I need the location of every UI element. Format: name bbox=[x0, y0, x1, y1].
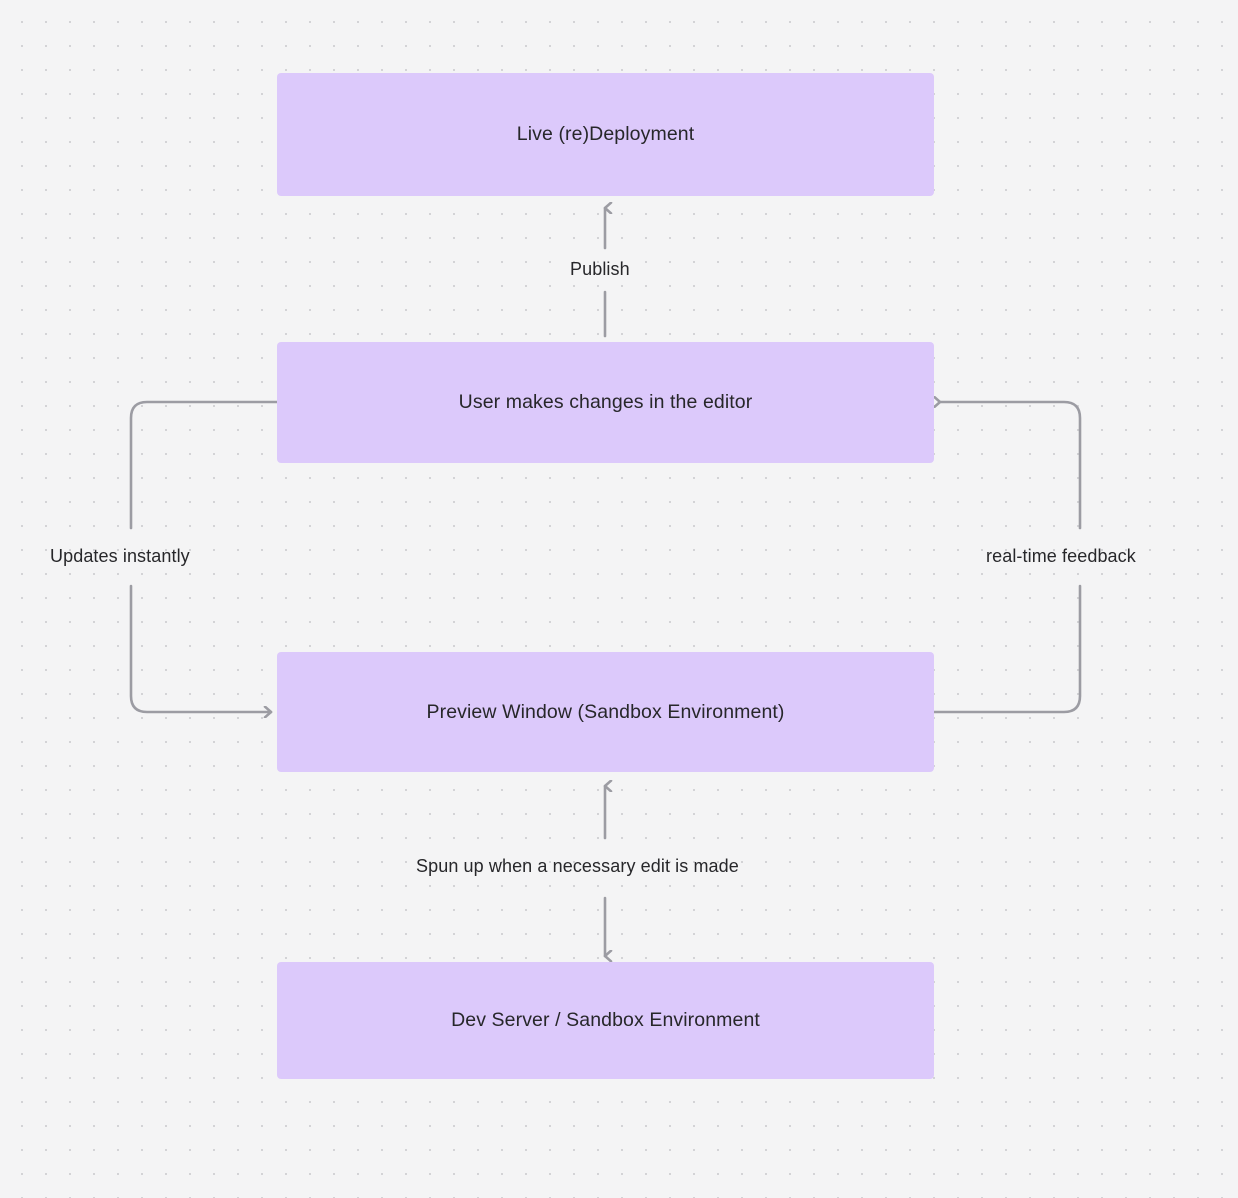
node-label: Dev Server / Sandbox Environment bbox=[451, 1009, 760, 1031]
node-dev-server-sandbox-environment[interactable] bbox=[277, 962, 934, 1079]
edge-label-publish: Publish bbox=[570, 259, 630, 279]
edge-label-real-time-feedback: real-time feedback bbox=[986, 546, 1136, 566]
node-label: Live (re)Deployment bbox=[516, 123, 695, 145]
edge-label-spun-up-when-a-necessary-edit-is-made: Spun up when a necessary edit is made bbox=[416, 856, 739, 876]
edge-label-updates-instantly: Updates instantly bbox=[50, 546, 190, 566]
node-label: User makes changes in the editor bbox=[458, 391, 753, 413]
node-preview-window-sandbox-environment[interactable] bbox=[277, 652, 934, 772]
node-live-redeployment[interactable] bbox=[277, 73, 934, 196]
node-user-makes-changes-in-the-editor[interactable] bbox=[277, 342, 934, 463]
node-label: Preview Window (Sandbox Environment) bbox=[426, 700, 785, 723]
